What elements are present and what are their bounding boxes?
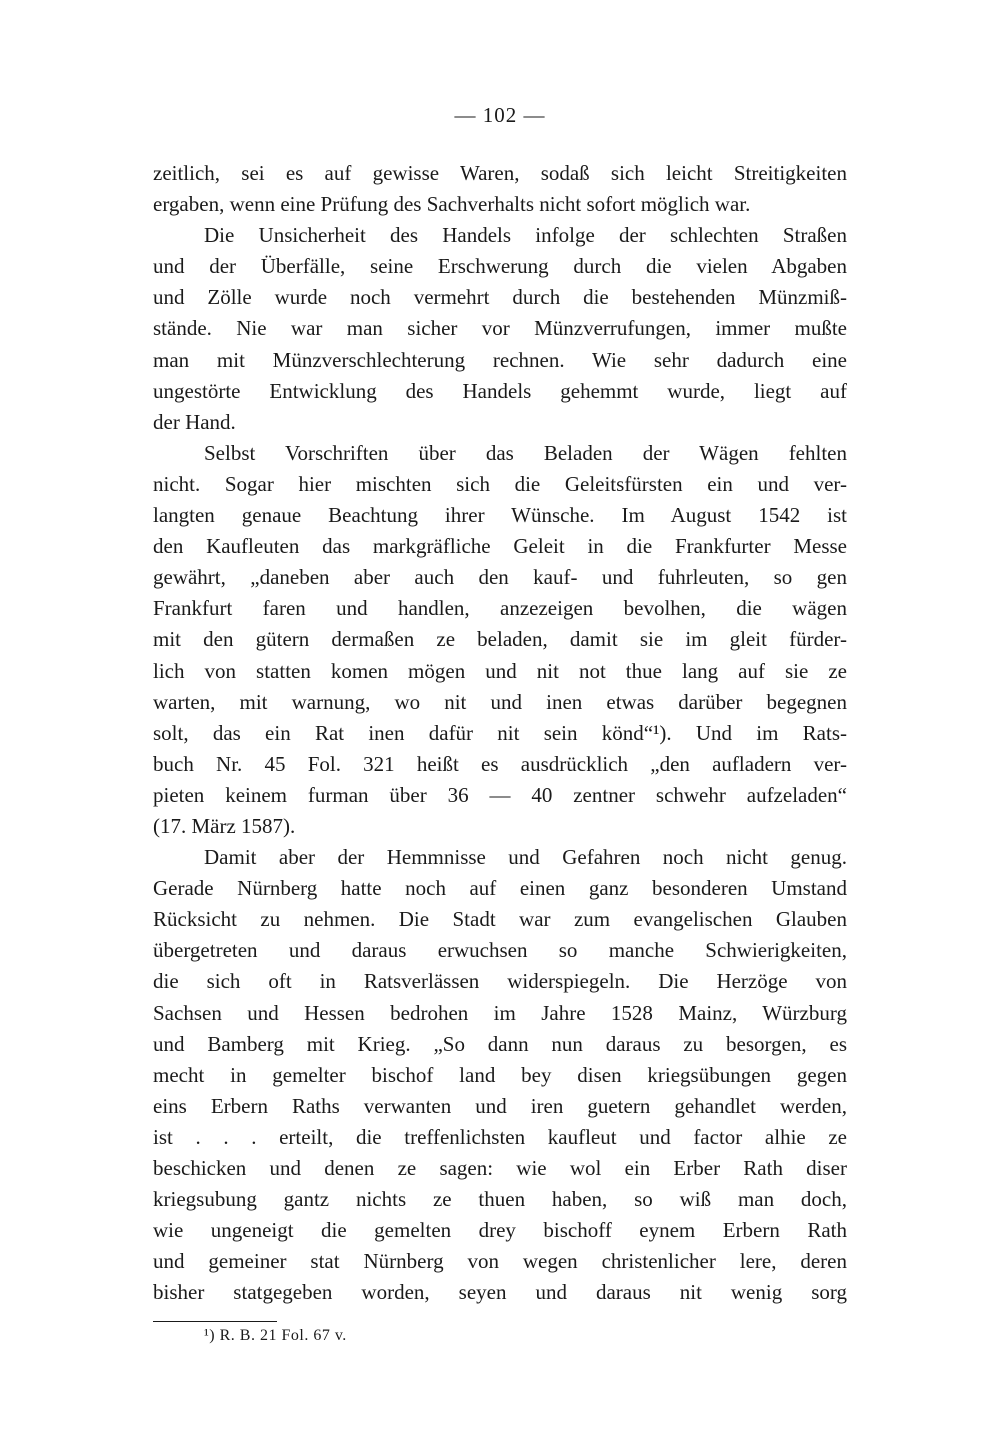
text-line: gewährt, „daneben aber auch den kauf- und fuhrleuten, so gen (153, 565, 847, 590)
text-line: nicht. Sogar hier mischten sich die Geleitsfürsten ein und ver- (153, 471, 847, 496)
text-line: der Hand. (153, 409, 236, 434)
text-line: ergaben, wenn eine Prüfung des Sachverhalts nicht sofort möglich war. (153, 192, 751, 217)
text-line: bisher statgegeben worden, seyen und daraus nit wenig sorg (153, 1280, 847, 1305)
text-line: und Bamberg mit Krieg. „So dann nun daraus zu besorgen, es (153, 1031, 847, 1056)
paragraph-start-line: Damit aber der Hemmnisse und Gefahren noch nicht genug. (204, 845, 847, 870)
text-line: buch Nr. 45 Fol. 321 heißt es ausdrücklich „den aufladern ver- (153, 751, 847, 776)
text-line: beschicken und denen ze sagen: wie wol ein Erber Rath diser (153, 1156, 847, 1180)
text-line: übergetreten und daraus erwuchsen so manche Schwierigkeiten, (153, 938, 847, 963)
text-line: Frankfurt faren und handlen, anzezeigen bevolhen, die wägen (153, 596, 847, 621)
text-line: man mit Münzverschlechterung rechnen. Wie sehr dadurch eine (153, 347, 847, 372)
text-line: mit den gütern dermaßen ze beladen, damit sie im gleit fürder- (153, 627, 847, 652)
text-line: solt, das ein Rat inen dafür nit sein könd“¹). Und im Rats- (153, 720, 847, 745)
text-line: Rücksicht zu nehmen. Die Stadt war zum evangelischen Glauben (153, 907, 847, 932)
text-line: langten genaue Beachtung ihrer Wünsche. Im August 1542 ist (153, 503, 847, 528)
text-line: pieten keinem furman über 36 — 40 zentner schwehr aufzeladen“ (153, 782, 847, 807)
text-line: und Zölle wurde noch vermehrt durch die bestehenden Münzmiß- (153, 285, 847, 310)
text-line: ungestörte Entwicklung des Handels gehemmt wurde, liegt auf (153, 378, 847, 403)
text-line: den Kaufleuten das markgräfliche Geleit in die Frankfurter Messe (153, 534, 847, 559)
text-line: und der Überfälle, seine Erschwerung durch die vielen Abgaben (153, 254, 847, 279)
text-line: (17. März 1587). (153, 813, 296, 838)
text-line: ist . . . erteilt, die treffenlichsten kaufleut und factor alhie ze (153, 1124, 847, 1149)
text-line: warten, mit warnung, wo nit und inen etwas darüber begegnen (153, 689, 847, 714)
text-line: stände. Nie war man sicher vor Münzverrufungen, immer mußte (153, 316, 847, 341)
text-line: zeitlich, sei es auf gewisse Waren, sodaß sich leicht Streitigkeiten (153, 161, 847, 185)
paragraph-start-line: Die Unsicherheit des Handels infolge der schlechten Straßen (204, 223, 847, 248)
footnote: ¹) R. B. 21 Fol. 67 v. (204, 1327, 347, 1344)
text-line: Sachsen und Hessen bedrohen im Jahre 1528 Mainz, Würzburg (153, 1000, 847, 1025)
body-text (153, 158, 847, 1308)
page-number: — 102 — (454, 103, 546, 127)
text-line: und gemeiner stat Nürnberg von wegen christenlicher lere, deren (153, 1249, 847, 1274)
paragraph-start-line: Selbst Vorschriften über das Beladen der Wägen fehlten (204, 440, 847, 465)
text-line: Gerade Nürnberg hatte noch auf einen ganz besonderen Umstand (153, 876, 847, 901)
text-line: kriegsubung gantz nichts ze thuen haben, so wiß man doch, (153, 1187, 847, 1212)
text-line: die sich oft in Ratsverlässen widerspiegeln. Die Herzöge von (153, 969, 847, 994)
footnote-divider (153, 1321, 277, 1322)
text-line: wie ungeneigt die gemelten drey bischoff eynem Erbern Rath (153, 1218, 847, 1243)
text-line: eins Erbern Raths verwanten und iren guetern gehandlet werden, (153, 1093, 847, 1118)
text-line: lich von statten komen mögen und nit not thue lang auf sie ze (153, 658, 847, 683)
text-line: mecht in gemelter bischof land bey disen kriegsübungen gegen (153, 1062, 847, 1087)
